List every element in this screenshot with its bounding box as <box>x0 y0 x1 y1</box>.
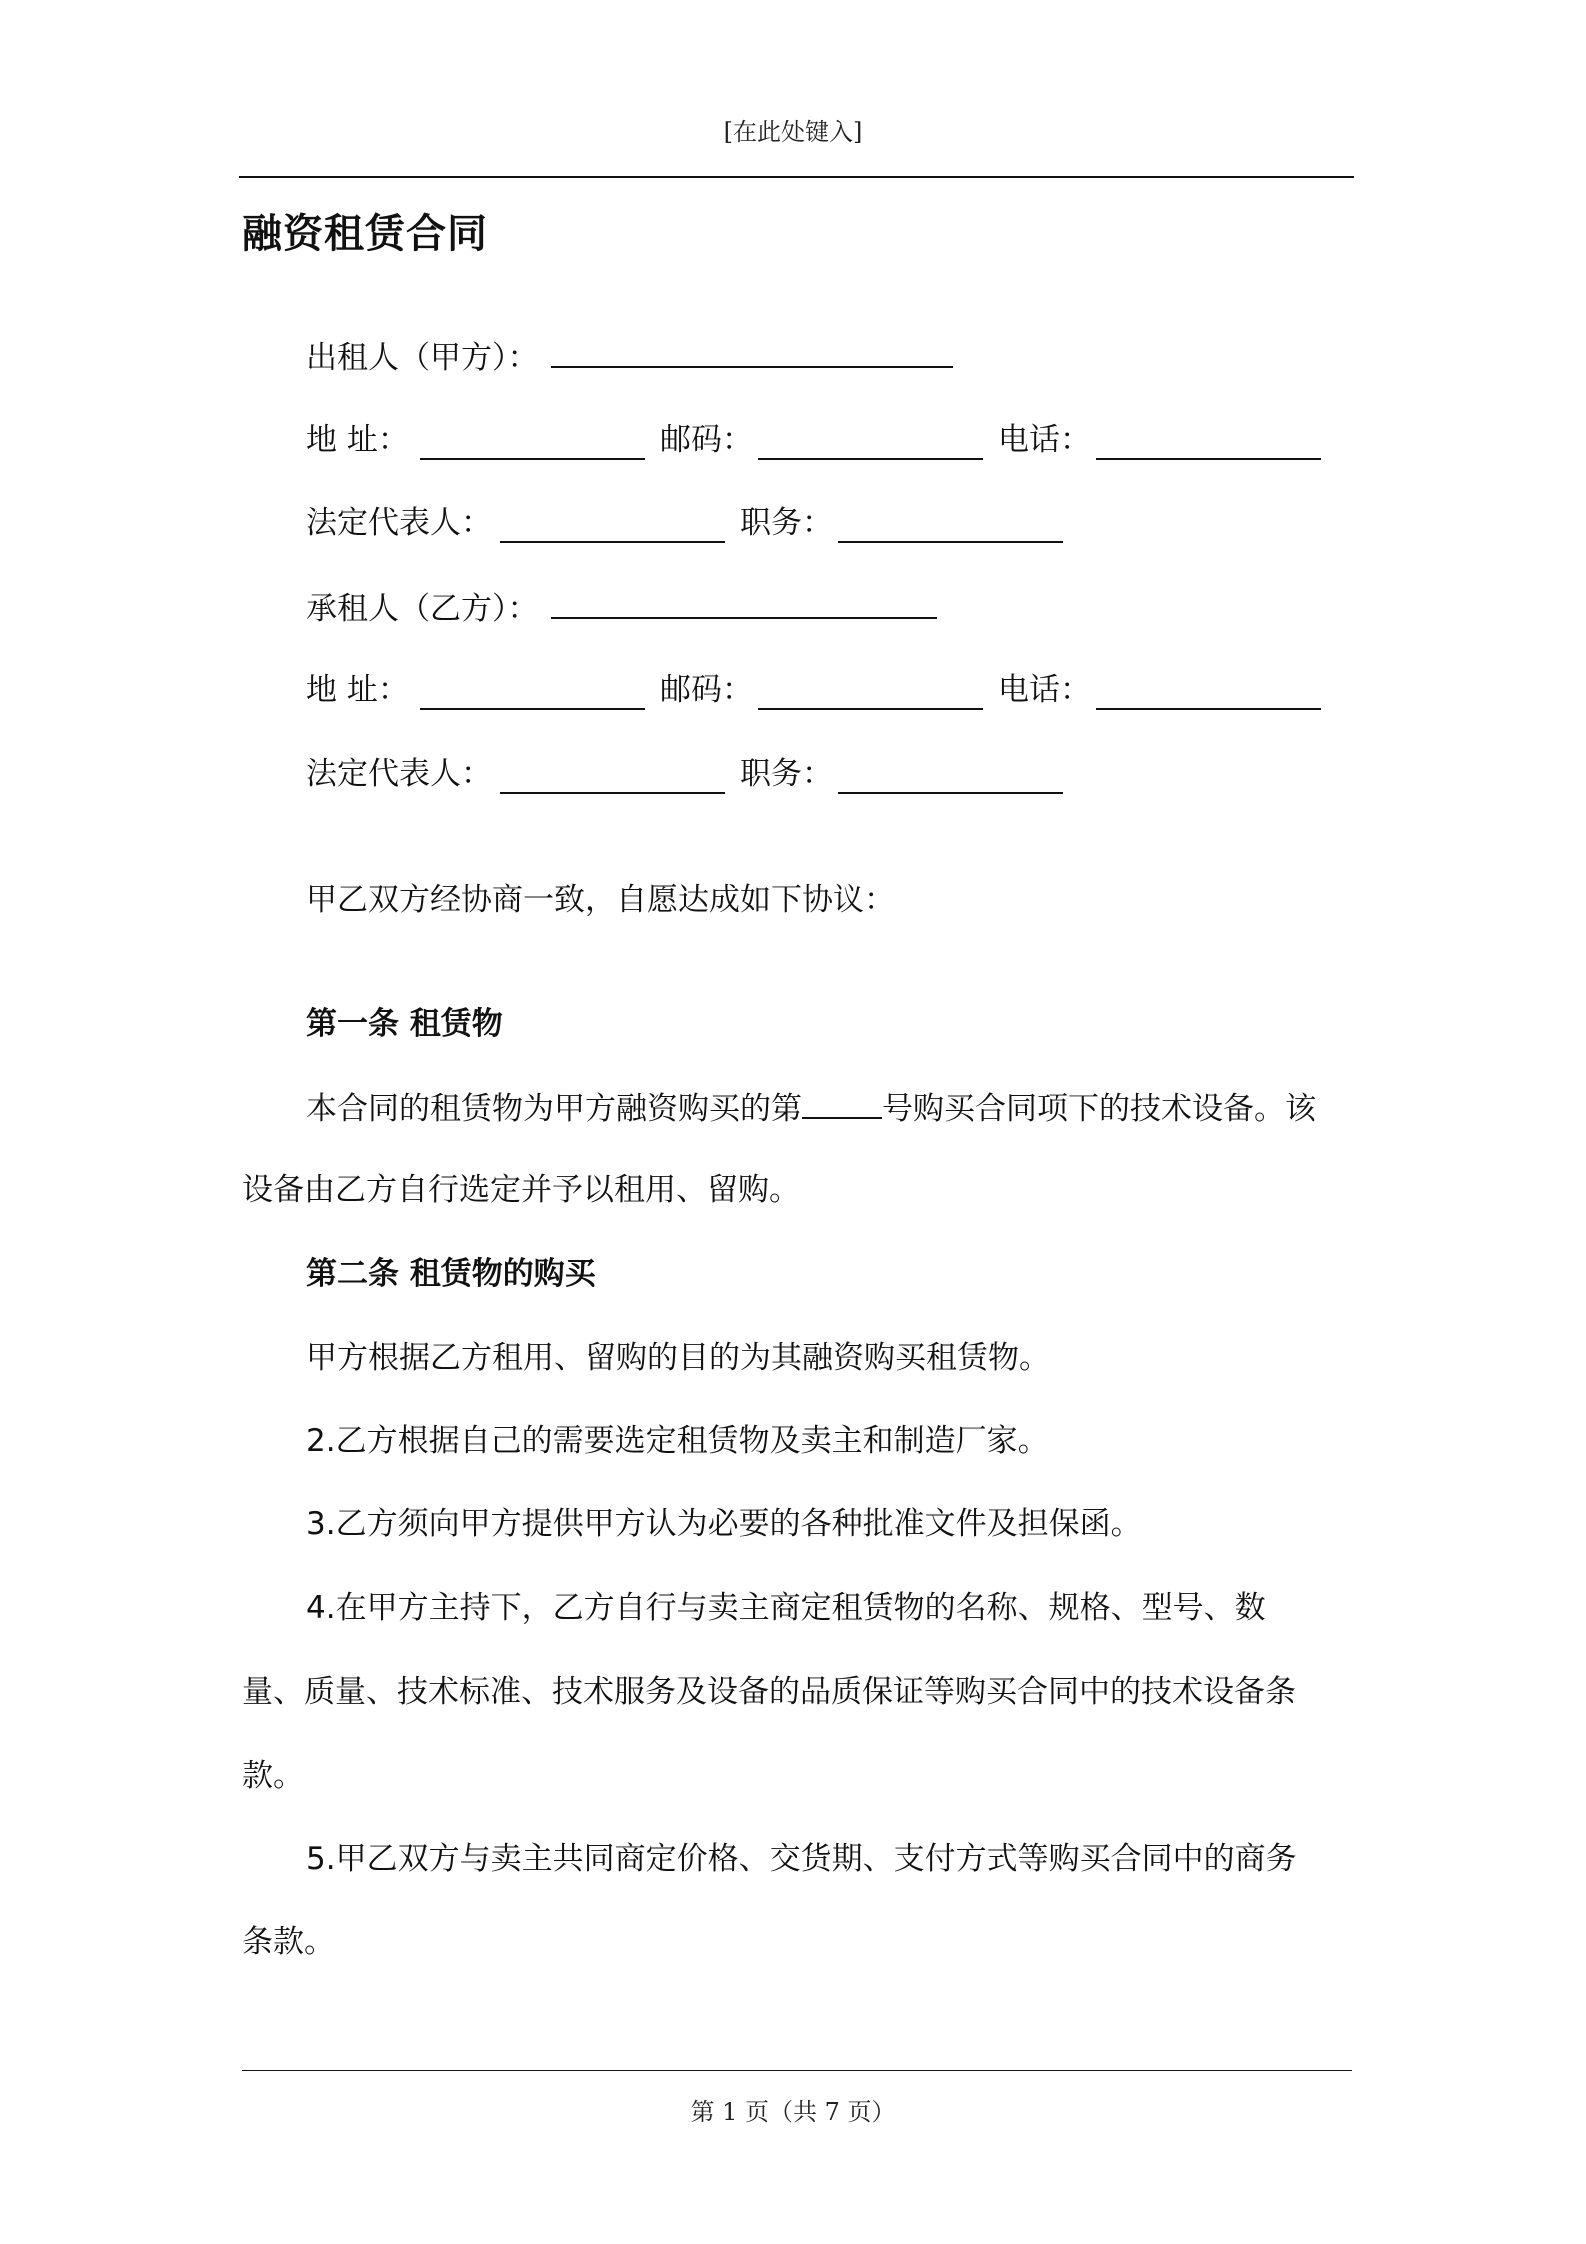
lessee-position-label: 职务： <box>740 756 833 792</box>
lessor-name-blank <box>551 336 953 368</box>
lessor-address-blank <box>420 428 645 460</box>
lessee-rep-blank <box>500 762 725 794</box>
lessor-position-label: 职务： <box>740 505 833 541</box>
article2-item4-line1: 4.在甲方主持下，乙方自行与卖主商定租赁物的名称、规格、型号、数 <box>306 1590 1266 1626</box>
lessor-rep-blank <box>500 511 725 543</box>
lessee-name-blank <box>551 587 937 619</box>
lessor-rep-label: 法定代表人： <box>306 505 492 541</box>
lessee-row <box>306 587 937 629</box>
page-header: [在此处键入] <box>723 118 863 146</box>
lessor-postcode-label: 邮码： <box>660 422 753 458</box>
lessee-address-label: 地 址： <box>306 672 409 708</box>
lessee-rep-label: 法定代表人： <box>306 756 492 792</box>
article2-item5-line1: 5.甲乙双方与卖主共同商定价格、交货期、支付方式等购买合同中的商务 <box>306 1841 1297 1877</box>
footer-rule <box>242 2070 1352 2071</box>
article2-item5-line2: 条款。 <box>242 1924 335 1960</box>
article2-item1: 甲方根据乙方租用、留购的目的为其融资购买租赁物。 <box>306 1340 1050 1376</box>
article1-paragraph-line2: 设备由乙方自行选定并予以租用、留购。 <box>242 1172 800 1208</box>
article2-heading: 第二条 租赁物的购买 <box>306 1256 596 1292</box>
lessor-position-blank <box>838 511 1063 543</box>
article1-text-before: 本合同的租赁物为甲方融资购买的第 <box>306 1091 802 1127</box>
article2-item3: 3.乙方须向甲方提供甲方认为必要的各种批准文件及担保函。 <box>306 1506 1142 1542</box>
lessee-address-blank <box>420 678 645 710</box>
lessor-phone-blank <box>1096 428 1321 460</box>
lessee-postcode-label: 邮码： <box>660 672 753 708</box>
lessee-phone-blank <box>1096 678 1321 710</box>
document-title: 融资租赁合同 <box>242 211 488 257</box>
article1-text-after: 号购买合同项下的技术设备。该 <box>882 1091 1316 1127</box>
lessee-position-blank <box>838 762 1063 794</box>
article2-item4-line2: 量、质量、技术标准、技术服务及设备的品质保证等购买合同中的技术设备条 <box>242 1674 1296 1710</box>
article2-item2: 2.乙方根据自己的需要选定租赁物及卖主和制造厂家。 <box>306 1423 1049 1459</box>
article1-paragraph-line1 <box>306 1087 1316 1129</box>
lessee-phone-label: 电话： <box>998 672 1091 708</box>
lessor-label: 出租人（甲方）： <box>306 340 539 376</box>
article2-item4-line3: 款。 <box>242 1758 304 1794</box>
lessor-address-label: 地 址： <box>306 422 409 458</box>
lessee-postcode-blank <box>758 678 983 710</box>
page-footer: 第 1 页（共 7 页） <box>690 2098 896 2126</box>
lessee-label: 承租人（乙方）： <box>306 591 539 627</box>
lessor-phone-label: 电话： <box>998 422 1091 458</box>
contract-number-blank <box>802 1087 882 1119</box>
header-rule <box>239 176 1354 178</box>
lessor-row <box>306 336 953 378</box>
article1-heading: 第一条 租赁物 <box>306 1006 503 1042</box>
intro-text: 甲乙双方经协商一致，自愿达成如下协议： <box>306 882 895 918</box>
lessor-postcode-blank <box>758 428 983 460</box>
